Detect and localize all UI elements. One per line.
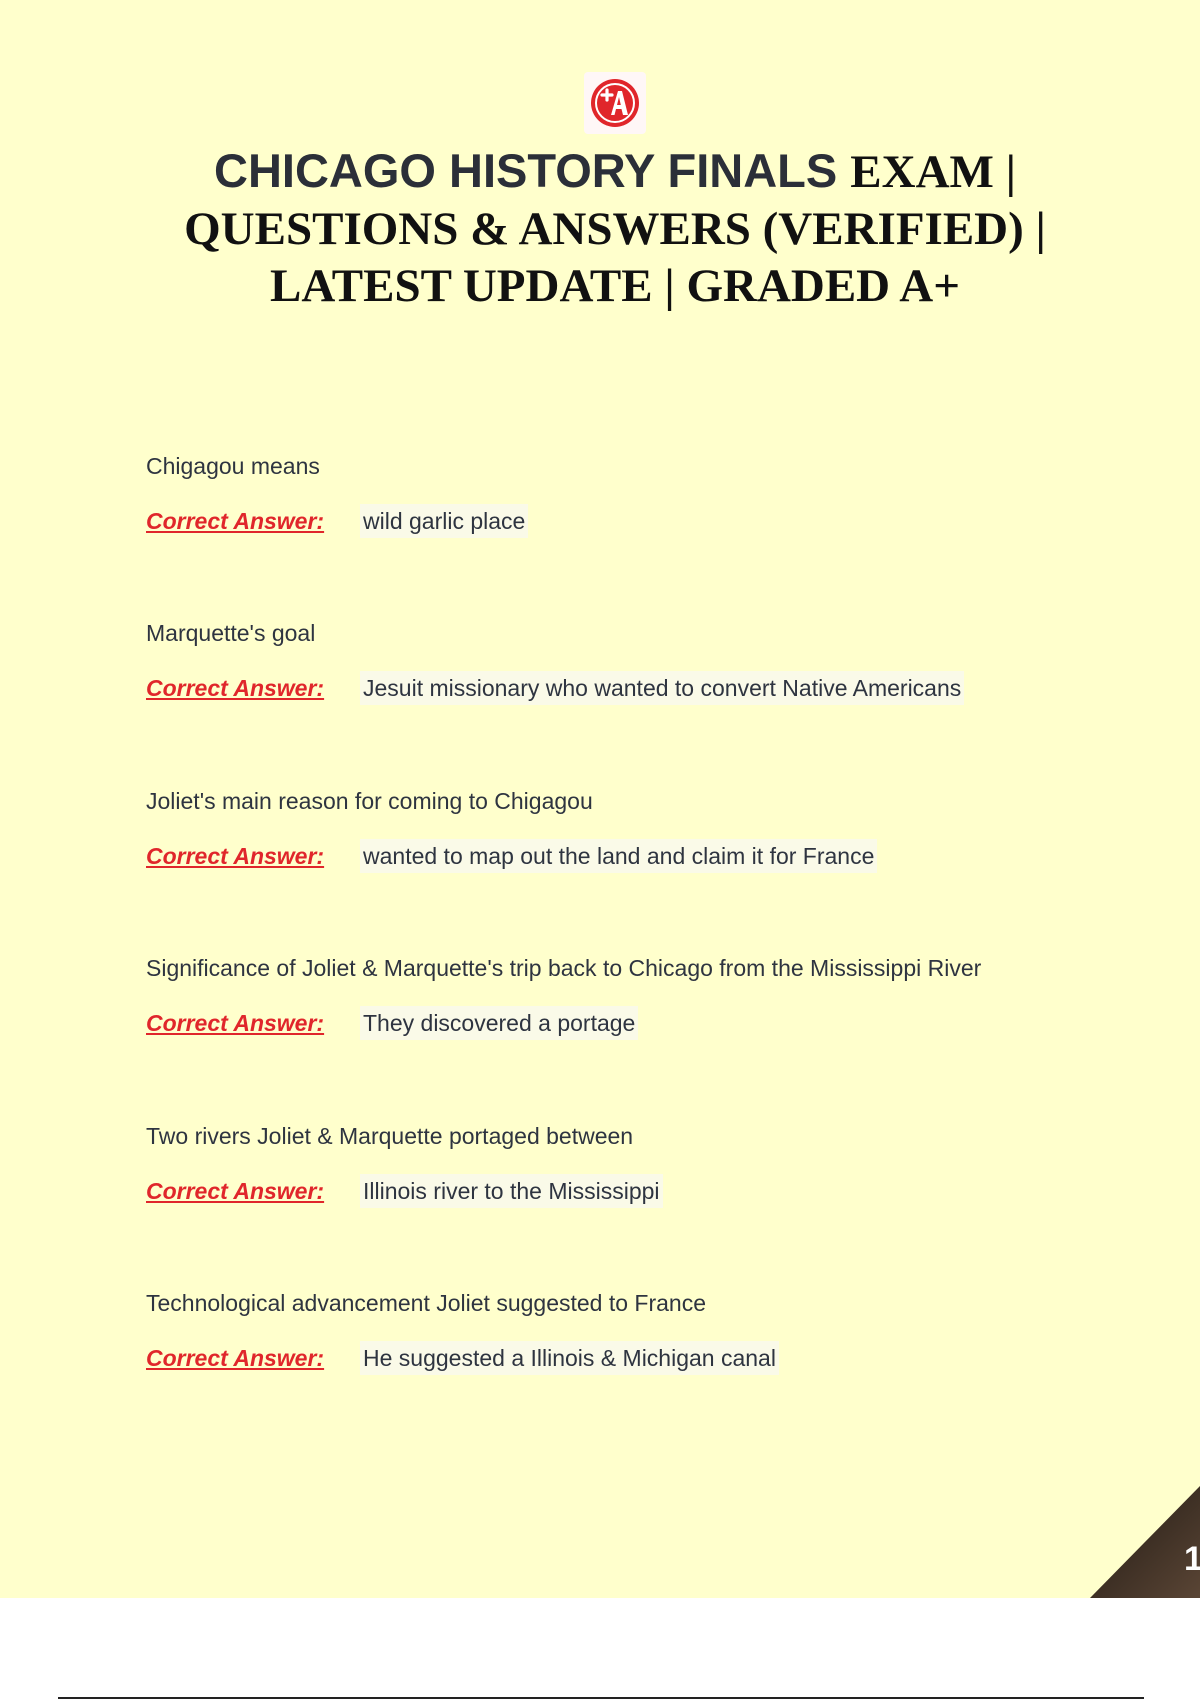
question-text: Chigagou means bbox=[146, 453, 320, 479]
correct-answer-label: Correct Answer: bbox=[146, 842, 325, 869]
answer-text: wanted to map out the land and claim it for France bbox=[360, 839, 877, 873]
title-line-3: LATEST UPDATE | GRADED A+ bbox=[269, 260, 961, 312]
qa-item bbox=[146, 613, 1086, 780]
answer-text: Jesuit missionary who wanted to convert Native Americans bbox=[360, 671, 964, 705]
answer-row bbox=[146, 1338, 1086, 1378]
answer-row bbox=[146, 501, 1086, 541]
question-text: Joliet's main reason for coming to Chigagou bbox=[146, 787, 593, 814]
correct-answer-label: Correct Answer: bbox=[146, 1344, 325, 1371]
answer-text: wild garlic place bbox=[360, 504, 528, 538]
answer-row bbox=[146, 668, 1086, 708]
question-text: Technological advancement Joliet suggested to France bbox=[146, 1289, 707, 1316]
correct-answer-label: Correct Answer: bbox=[146, 675, 325, 702]
qa-list bbox=[146, 446, 1086, 1450]
answer-text: He suggested a Illinois & Michigan canal bbox=[360, 1341, 779, 1375]
correct-answer-label: Correct Answer: bbox=[146, 508, 325, 534]
page-number: 1 bbox=[1184, 1540, 1203, 1578]
question-text: Significance of Joliet & Marquette's trip back to Chicago from the Mississippi River bbox=[146, 955, 982, 982]
title-line-1-sans: CHICAGO HISTORY FINALS bbox=[214, 144, 851, 197]
document-title bbox=[120, 142, 1110, 315]
answer-row bbox=[146, 1171, 1086, 1211]
answer-text: Illinois river to the Mississippi bbox=[360, 1174, 663, 1208]
answer-row bbox=[146, 836, 1086, 876]
title-line-1 bbox=[120, 142, 1110, 201]
qa-item bbox=[146, 1283, 1086, 1450]
footer-divider bbox=[58, 1697, 1144, 1699]
correct-answer-label: Correct Answer: bbox=[146, 1010, 325, 1037]
qa-item bbox=[146, 781, 1086, 948]
a-plus-badge-icon bbox=[584, 72, 646, 134]
answer-text: They discovered a portage bbox=[360, 1006, 638, 1040]
qa-item bbox=[146, 446, 1086, 613]
title-line-2: QUESTIONS & ANSWERS (VERIFIED) | bbox=[184, 203, 1046, 255]
title-line-1-serif: EXAM | bbox=[850, 146, 1016, 198]
answer-row bbox=[146, 1003, 1086, 1043]
qa-item bbox=[146, 1116, 1086, 1283]
question-text: Two rivers Joliet & Marquette portaged between bbox=[146, 1122, 634, 1149]
qa-item bbox=[146, 948, 1086, 1115]
correct-answer-label: Correct Answer: bbox=[146, 1177, 325, 1204]
question-text: Marquette's goal bbox=[146, 620, 316, 647]
